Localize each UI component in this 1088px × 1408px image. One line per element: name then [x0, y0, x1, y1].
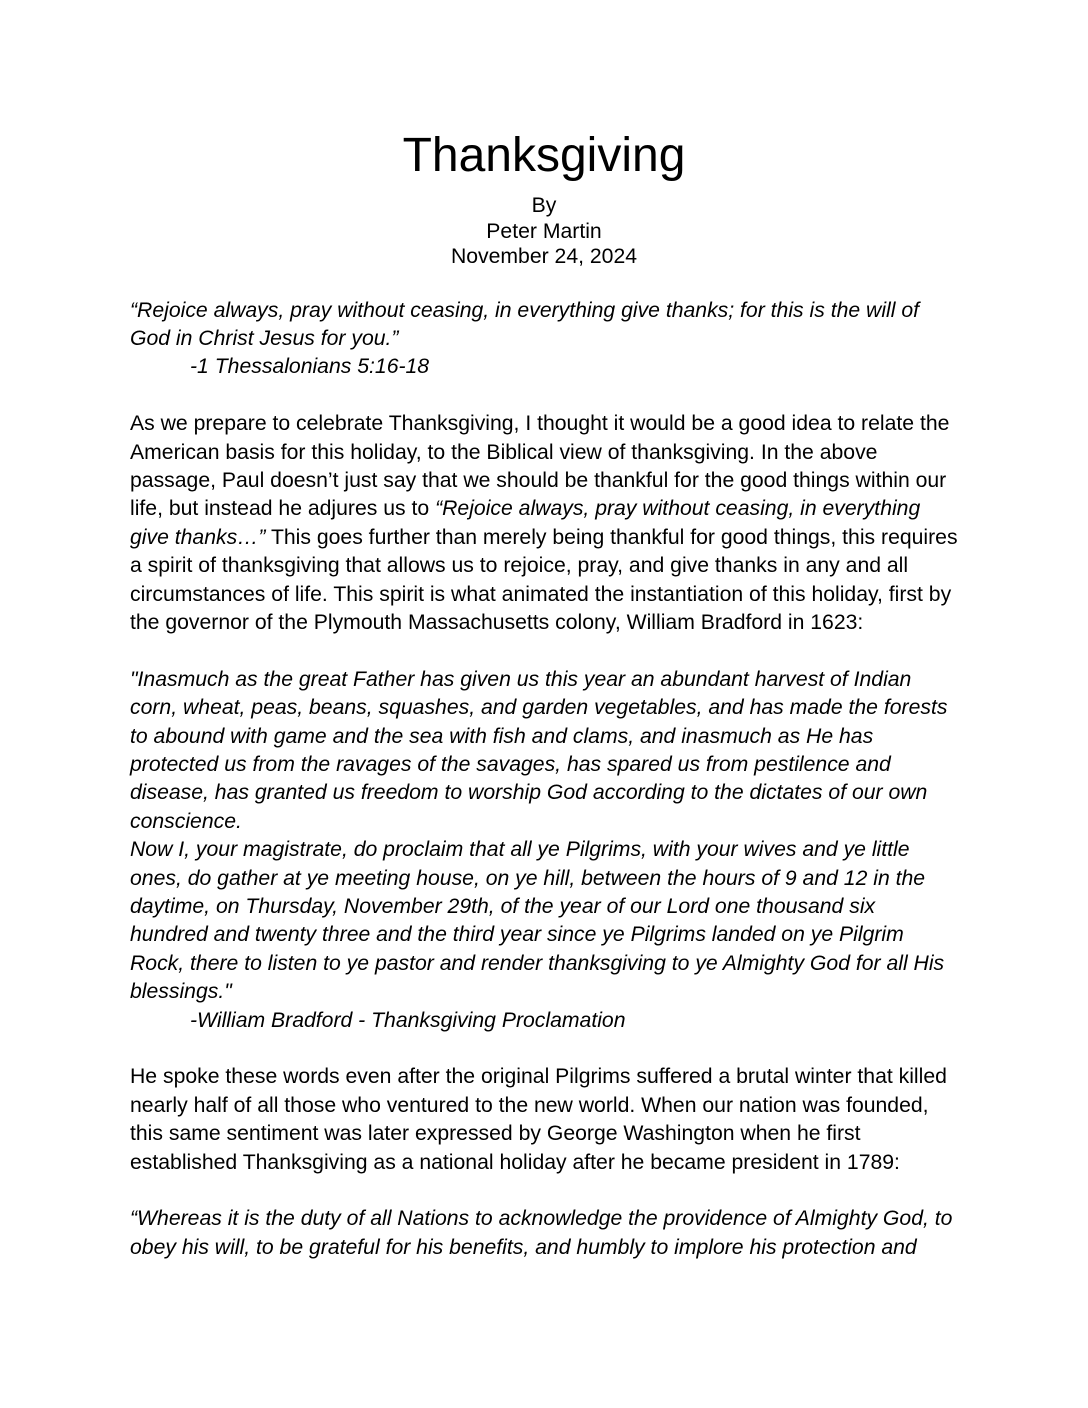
- quote-attribution: [130, 353, 958, 381]
- paragraph: [130, 666, 958, 836]
- quote-paragraph-block: [130, 297, 958, 354]
- italic-text-segment: -1 Thessalonians 5:16-18: [190, 355, 430, 379]
- document-title: Thanksgiving: [402, 129, 686, 182]
- paragraph: [130, 297, 958, 354]
- body-paragraph-block: [130, 1063, 958, 1177]
- quote-paragraph-block: [130, 666, 958, 1007]
- byline: [130, 193, 958, 270]
- italic-text-segment: “Rejoice always, pray without ceasing, in everything give thanks…”: [130, 497, 921, 549]
- italic-text-segment: “Whereas it is the duty of all Nations to acknowledge the providence of Almighty God, to obey his will, to be grateful for his benefits, and humbly to implore his protection and: [130, 1207, 953, 1259]
- text-segment: This goes further than merely being thankful for good things, this requires a spirit of thanksgiving that allows us to rejoice, pray, and give thanks in any and all circumstances of life. This spirit is what animated the instantiation of this holiday, first by the governor of the Plymouth Massachusetts colony, William Bradford in 1623:: [130, 525, 958, 634]
- byline-author: Peter Martin: [486, 219, 602, 243]
- byline-date: November 24, 2024: [450, 245, 638, 268]
- byline-by: By: [531, 194, 557, 217]
- paragraph: [130, 1205, 958, 1262]
- italic-text-segment: Now I, your magistrate, do proclaim that all ye Pilgrims, with your wives and ye little ones, do gather at ye meeting house, on ye hill, between the hours of 9 and 12 in the daytime, on Thursday, November 29th, of the year of our Lord one thousand six hundred and twenty three and the third year since ye Pilgrims landed on ye Pilgrim Rock, there to listen to ye pastor and render thanksgiving to ye Almighty God for all His blessings.": [130, 838, 945, 1004]
- text-segment: As we prepare to celebrate Thanksgiving, I thought it would be a good idea to relate the American basis for this holiday, to the Biblical view of thanksgiving. In the above passage, Paul doesn’t just say that we should be thankful for the good things within our life, but instead he adjures us to: [130, 412, 950, 521]
- paragraph: [130, 1007, 958, 1035]
- paragraph: [130, 836, 958, 1006]
- paragraph: [130, 1063, 958, 1177]
- text-segment: He spoke these words even after the original Pilgrims suffered a brutal winter that killed nearly half of all those who ventured to the new world. When our nation was founded, this same sentiment was later expressed by George Washington when he first established Thanksgiving as a national holiday after he became president in 1789:: [130, 1065, 947, 1174]
- italic-text-segment: "Inasmuch as the great Father has given us this year an abundant harvest of Indian corn, wheat, peas, beans, squashes, and garden vegetables, and has made the forests to abound with game and the sea with fish and clams, and inasmuch as He has protected us from the ravages of the savages, has spared us from pestilence and disease, has granted us freedom to worship God according to the dictates of our own conscience.: [130, 667, 948, 833]
- paragraph: [130, 410, 958, 637]
- body-paragraph-block: [130, 410, 958, 637]
- quote-paragraph-block: [130, 1205, 958, 1262]
- document-blocks: [130, 297, 958, 1263]
- paragraph: [130, 353, 958, 381]
- italic-text-segment: -William Bradford - Thanksgiving Proclamation: [190, 1008, 626, 1032]
- italic-text-segment: “Rejoice always, pray without ceasing, in everything give thanks; for this is the will of God in Christ Jesus for you.”: [130, 298, 920, 350]
- quote-attribution: [130, 1007, 958, 1035]
